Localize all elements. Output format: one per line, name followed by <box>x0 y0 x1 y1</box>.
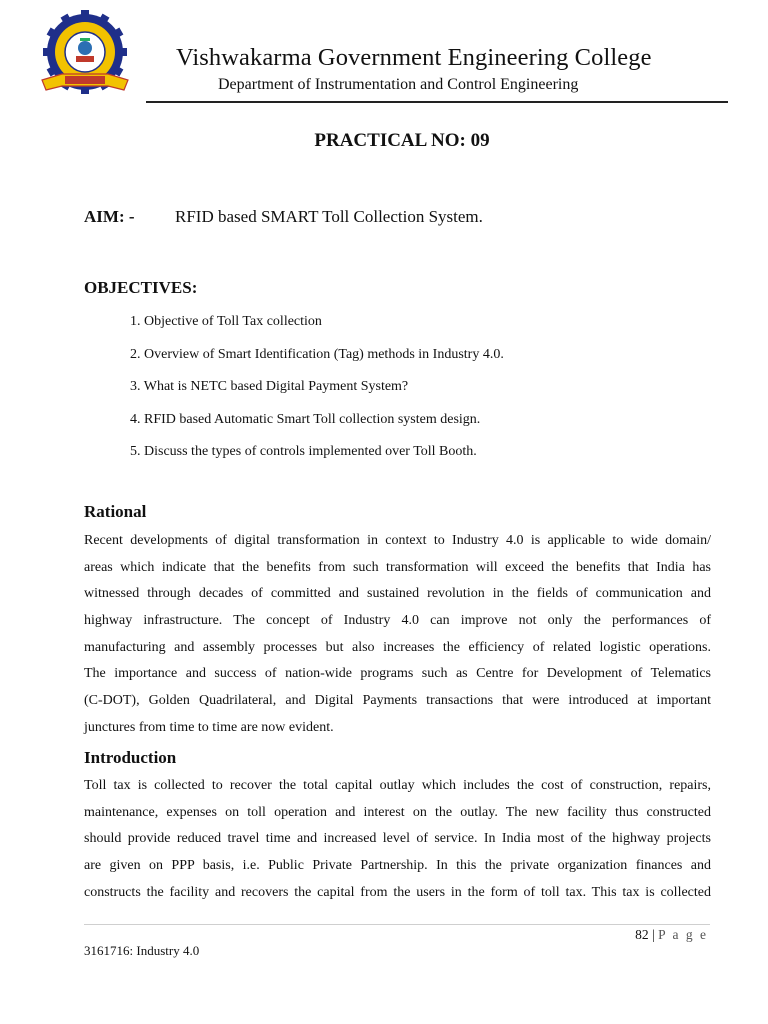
objective-item: 2. Overview of Smart Identification (Tag) methods in Industry 4.0. <box>130 346 504 362</box>
introduction-paragraph <box>84 773 711 906</box>
introduction-line: are given on PPP basis, i.e. Public Private Partnership. In this the private organization finances and <box>84 858 711 874</box>
rational-line: The importance and success of nation-wide programs such as Centre for Development of Telematics <box>84 666 711 682</box>
aim-label: AIM: - <box>84 207 135 226</box>
introduction-heading: Introduction <box>84 748 177 767</box>
aim-text: RFID based SMART Toll Collection System. <box>175 207 483 226</box>
rational-line: witnessed through decades of committed and sustained revolution in the fields of communication and <box>84 586 711 602</box>
rational-line: junctures from time to time are now evident. <box>84 719 334 735</box>
practical-title: PRACTICAL NO: 09 <box>314 130 490 151</box>
objective-item: 4. RFID based Automatic Smart Toll collection system design. <box>130 411 481 427</box>
objectives-list <box>130 312 504 475</box>
objective-item: 5. Discuss the types of controls implemented over Toll Booth. <box>130 444 477 459</box>
course-code: 3161716: Industry 4.0 <box>84 943 200 958</box>
page-separator: | <box>652 927 655 942</box>
department-name: Department of Instrumentation and Control Engineering <box>218 76 579 93</box>
header-divider <box>146 101 728 103</box>
introduction-line: should provide reduced travel time and increased level of service. In India most of the highway projects <box>84 831 711 847</box>
page-number <box>635 927 708 943</box>
college-seal-logo <box>32 10 138 100</box>
introduction-line: maintenance, expenses on toll operation and interest on the outlay. The new facility thus constructed <box>84 804 711 820</box>
rational-heading: Rational <box>84 502 147 521</box>
rational-line: manufacturing and assembly processes but also increases the efficiency of related logistic operations. <box>84 639 711 655</box>
college-name: Vishwakarma Government Engineering College <box>176 44 652 71</box>
page-number-value: 82 <box>635 927 649 942</box>
objective-item: 3. What is NETC based Digital Payment System? <box>130 379 409 394</box>
rational-line: areas which indicate that the benefits from such transformation will exceed the benefits that India has <box>84 559 711 575</box>
objective-item: 1. Objective of Toll Tax collection <box>130 314 322 329</box>
objectives-heading: OBJECTIVES: <box>84 278 198 297</box>
rational-line: Recent developments of digital transformation in context to Industry 4.0 is applicable to wide domain/ <box>84 533 711 548</box>
rational-paragraph <box>84 528 711 742</box>
footer-divider <box>84 924 710 925</box>
rational-line: (C-DOT), Golden Quadrilateral, and Digital Payments transactions that were introduced at important <box>84 693 711 709</box>
rational-line: highway infrastructure. The concept of Industry 4.0 can improve not only the performances of <box>84 613 711 629</box>
page-word: P a g e <box>658 927 708 942</box>
introduction-line: constructs the facility and recovers the capital from the users in the form of toll tax. This tax is collected <box>84 884 711 900</box>
introduction-line: Toll tax is collected to recover the total capital outlay which includes the cost of construction, repairs, <box>84 778 711 793</box>
